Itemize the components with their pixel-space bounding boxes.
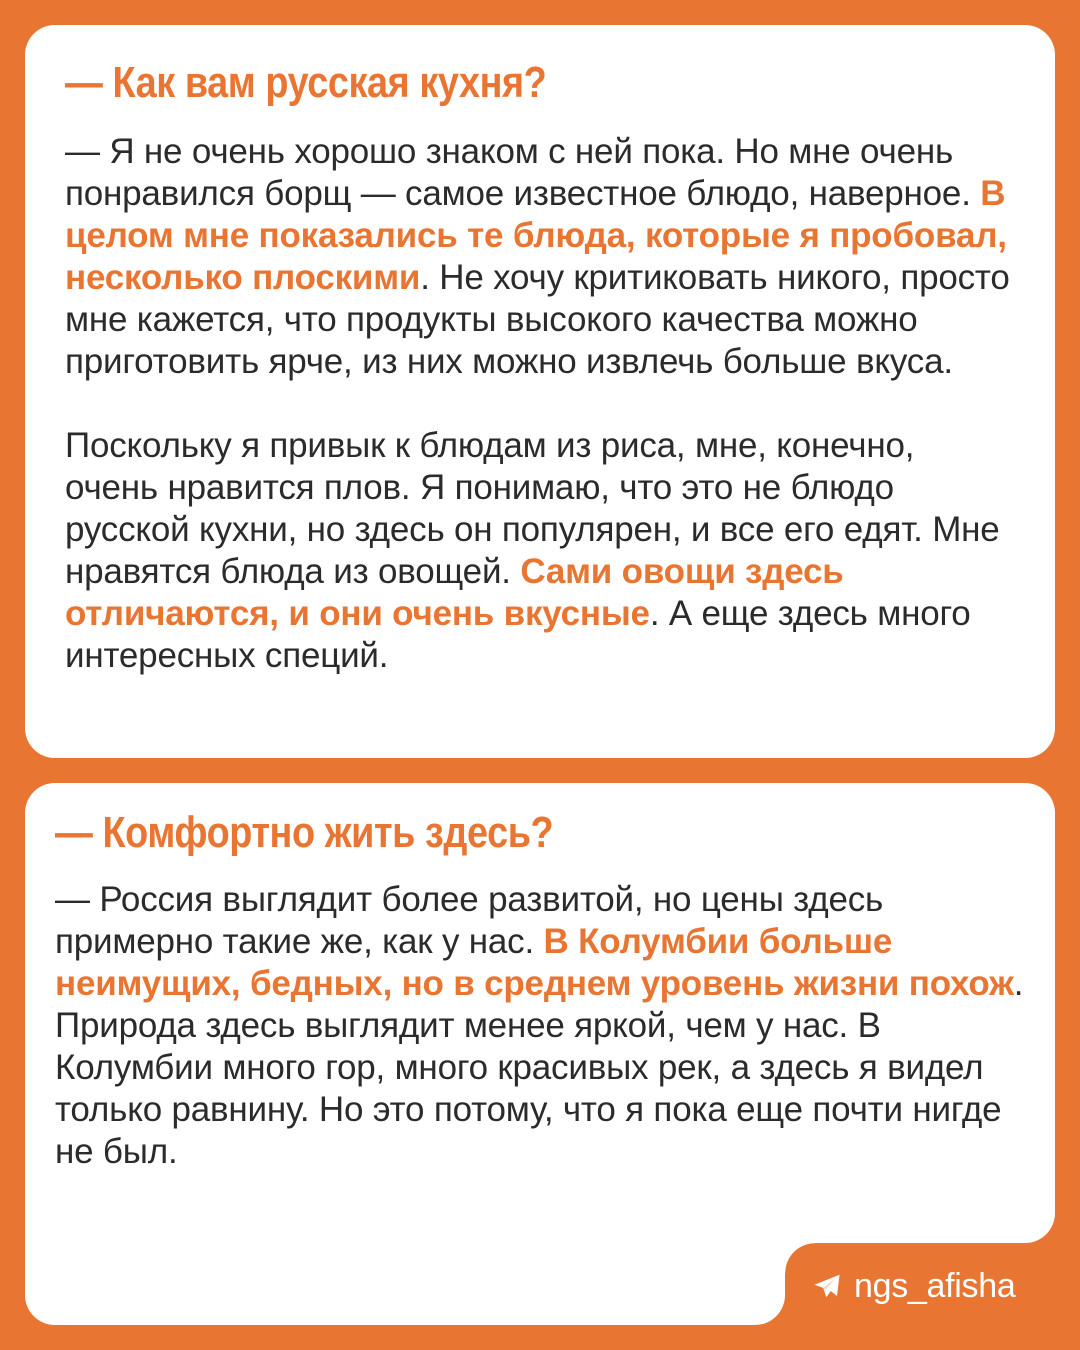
answer-text: . А еще здесь много интересных специй. [65,594,971,675]
answer-text: — Россия выглядит более развитой, но цены здесь примерно такие же, как у нас. [55,880,884,961]
telegram-handle[interactable] [812,1262,1015,1310]
answer-text: Поскольку я привык к блюдам из риса, мне, конечно, очень нравится плов. Я понимаю, что это не блюдо русской кухни, но здесь он популярен, и все его едят. Мне нравятся блюда из овощей. [65,426,1000,591]
kitchen-question-card [25,25,1055,758]
kitchen-answer-paragraph-1 [65,131,1015,383]
telegram-handle-label: ngs_afisha [854,1266,1016,1305]
comfort-answer-paragraph [55,879,1025,1173]
answer-text: . Не хочу критиковать никого, просто мне кажется, что продукты высокого качества можно приготовить ярче, из них можно извлечь больше вкуса. [65,258,1010,381]
comfort-question-card [25,783,1055,1243]
answer-text: . Природа здесь выглядит менее яркой, чем у нас. В Колумбии много гор, много красивых рек, а здесь я видел только равнину. Но это потому, что я пока еще почти нигде не был. [55,964,1024,1171]
comfort-question-heading: — Комфортно жить здесь? [55,808,554,857]
comfort-card-corner [785,1243,815,1273]
answer-highlight: В Колумбии больше неимущих, бедных, но в среднем уровень жизни похож [55,922,1014,1003]
kitchen-question-heading: — Как вам русская кухня? [65,58,547,107]
answer-text: — Я не очень хорошо знаком с ней пока. Но мне очень понравился борщ — самое известное блюдо, наверное. [65,132,981,213]
answer-highlight: В целом мне показались те блюда, которые я пробовал, несколько плоскими [65,174,1007,297]
telegram-icon [812,1271,842,1301]
kitchen-answer-paragraph-2 [65,425,1015,677]
answer-highlight: Сами овощи здесь отличаются, и они очень вкусные [65,552,844,633]
